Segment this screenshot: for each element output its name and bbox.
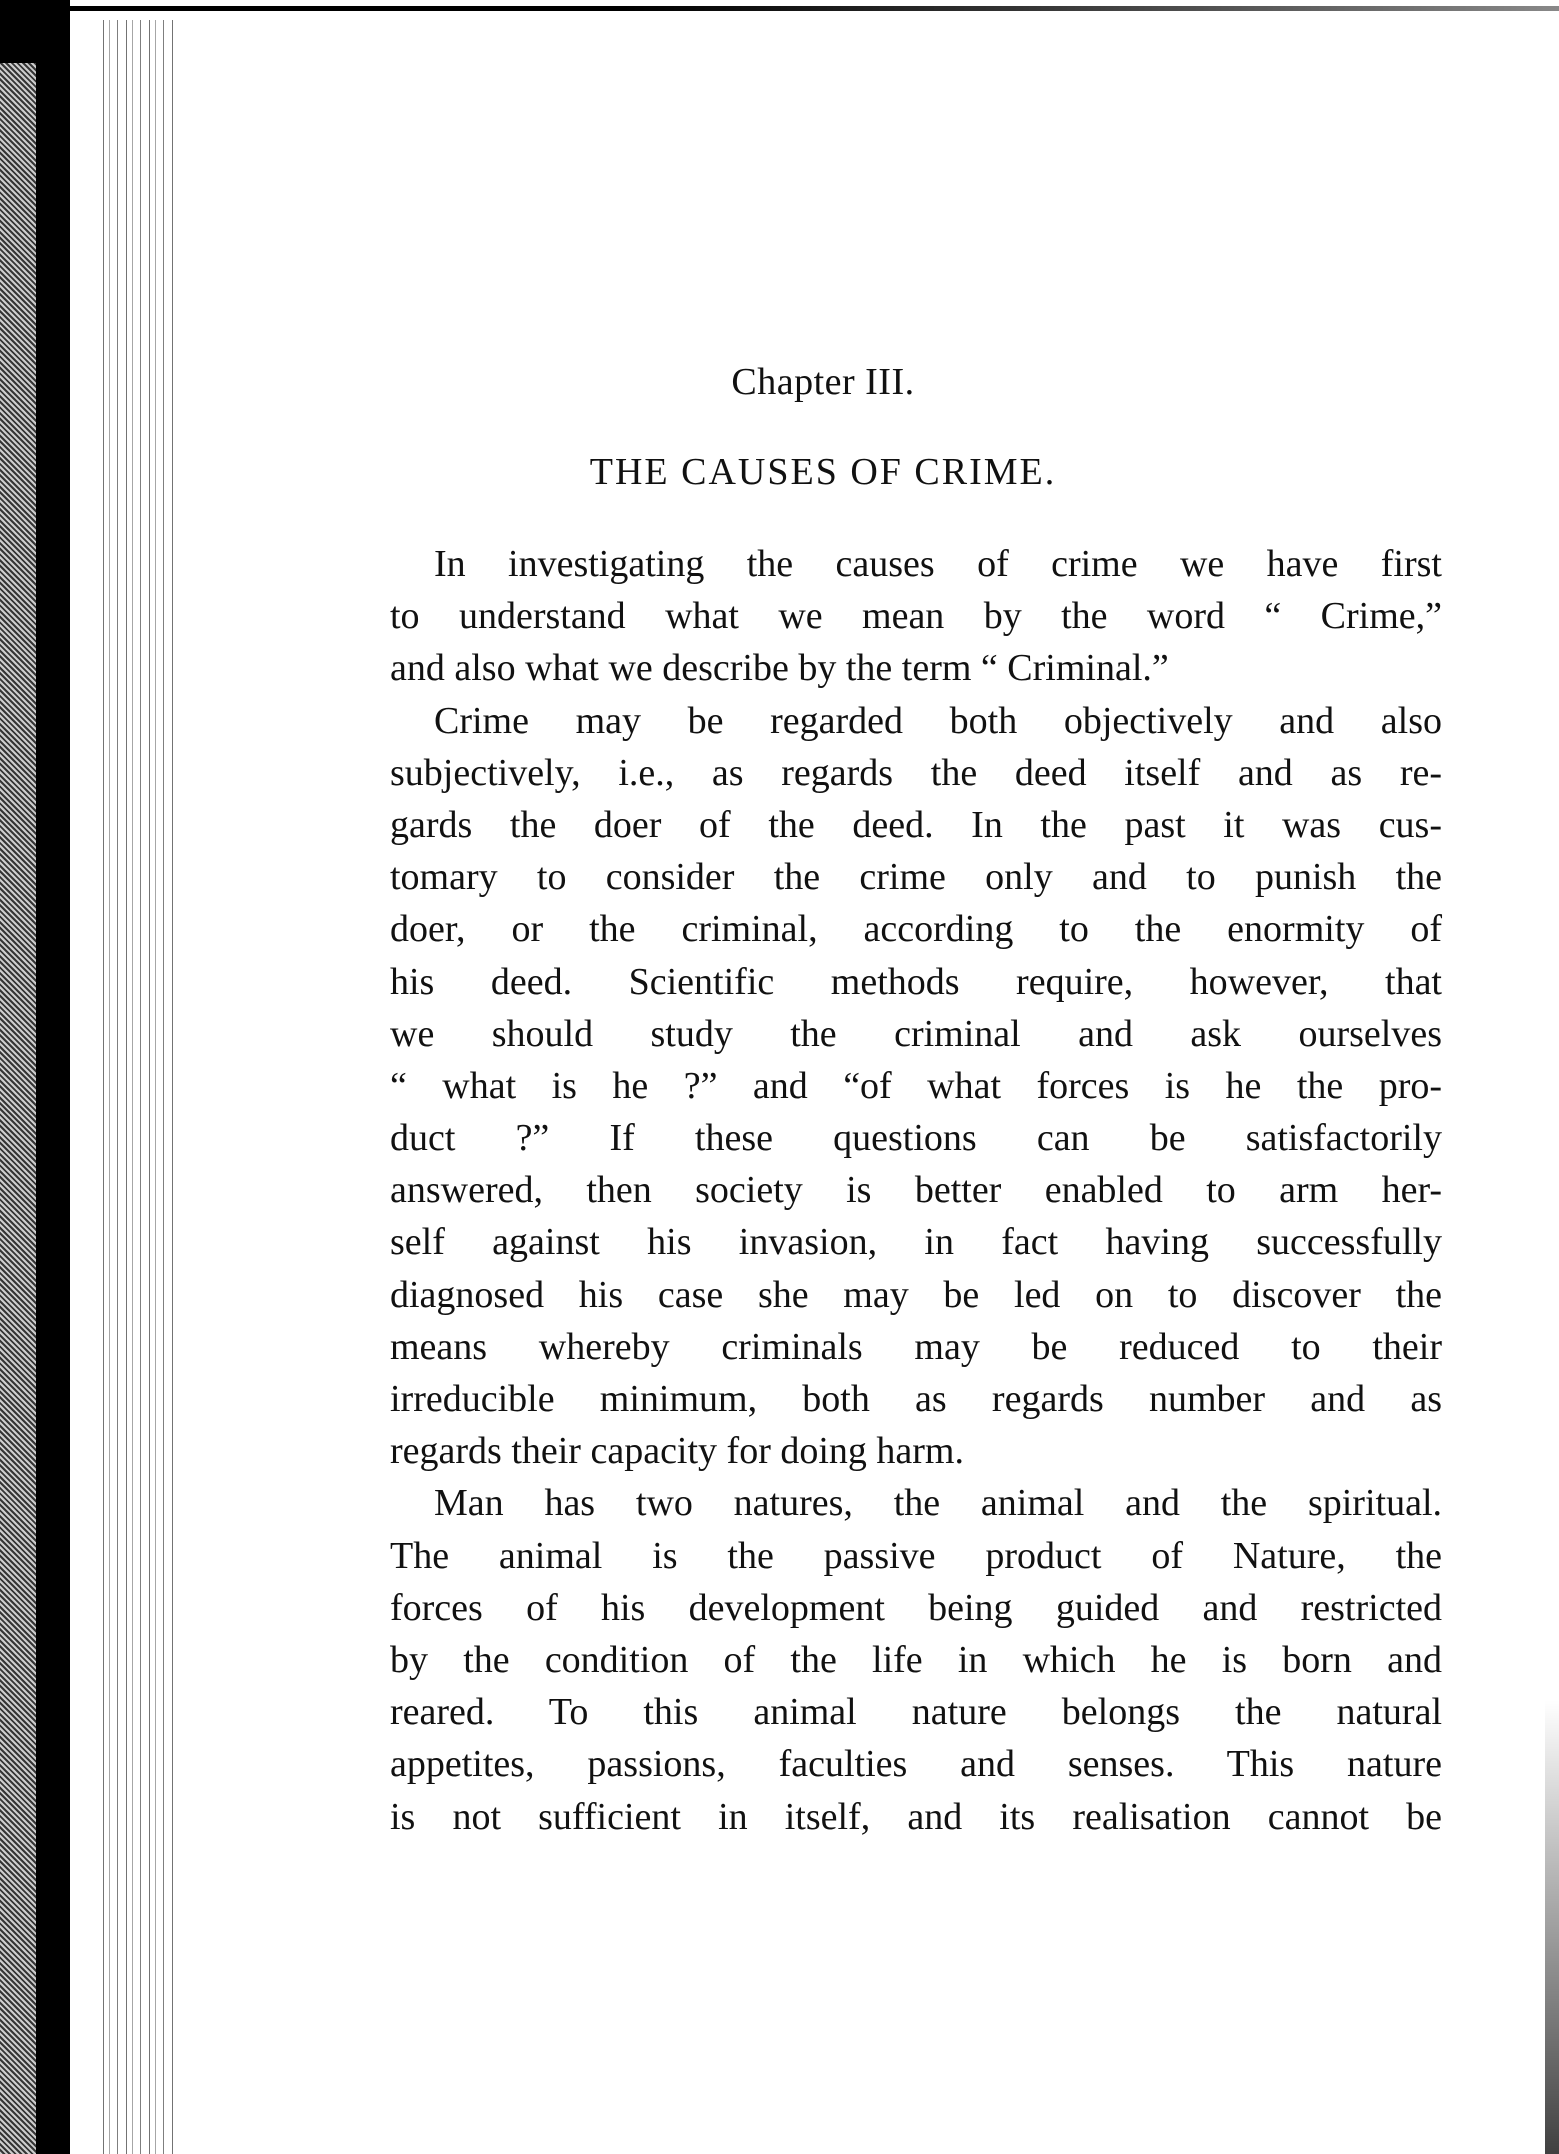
text-line: irreducible minimum, both as regards number and as [390,1378,1442,1420]
text-line: is not sufficient in itself, and its realisation cannot be [390,1795,1442,1838]
scan-top-edge [0,6,1559,11]
text-line: duct ?” If these questions can be satisfactorily [390,1117,1442,1160]
text-line: answered, then society is better enabled to arm her- [390,1169,1442,1212]
chapter-title: THE CAUSES OF CRIME. [589,451,1057,493]
book-spine-texture [0,60,36,2154]
text-line: forces of his development being guided and restricted [390,1586,1442,1629]
text-line: diagnosed his case she may be led on to discover the [390,1273,1442,1316]
text-line: “ what is he ?” and “of what forces is he the pro- [390,1064,1442,1107]
text-line: doer, or the criminal, according to the enormity of [390,908,1442,951]
text-line: gards the doer of the deed. In the past it was cus- [390,803,1442,846]
page-edge-lines [95,20,175,2154]
text-line: In investigating the causes of crime we have first [434,543,1442,585]
text-line: Man has two natures, the animal and the spiritual. [434,1482,1442,1525]
text-line: his deed. Scientific methods require, however, that [390,960,1442,1003]
text-line: reared. To this animal nature belongs the natural [390,1691,1442,1734]
text-line: by the condition of the life in which he is born and [390,1638,1442,1681]
text-line: and also what we describe by the term “ Criminal.” [390,647,1169,690]
text-line: subjectively, i.e., as regards the deed itself and as re- [390,751,1442,794]
text-line: tomary to consider the crime only and to punish the [390,856,1442,899]
text-line: self against his invasion, in fact having successfully [390,1221,1442,1264]
text-line: means whereby criminals may be reduced to their [390,1325,1442,1368]
book-spine-corner [0,8,60,63]
body-text [390,538,1442,1843]
scan-right-edge-shadow [1545,1700,1559,2154]
text-line: Crime may be regarded both objectively and also [434,699,1442,742]
text-line: The animal is the passive product of Nature, the [390,1534,1442,1577]
text-line: regards their capacity for doing harm. [390,1430,964,1473]
text-line: to understand what we mean by the word “ Crime,” [390,595,1442,638]
text-line: we should study the criminal and ask ourselves [390,1012,1442,1055]
chapter-label: Chapter III. [731,361,915,403]
text-line: appetites, passions, faculties and senses. This nature [390,1743,1442,1786]
